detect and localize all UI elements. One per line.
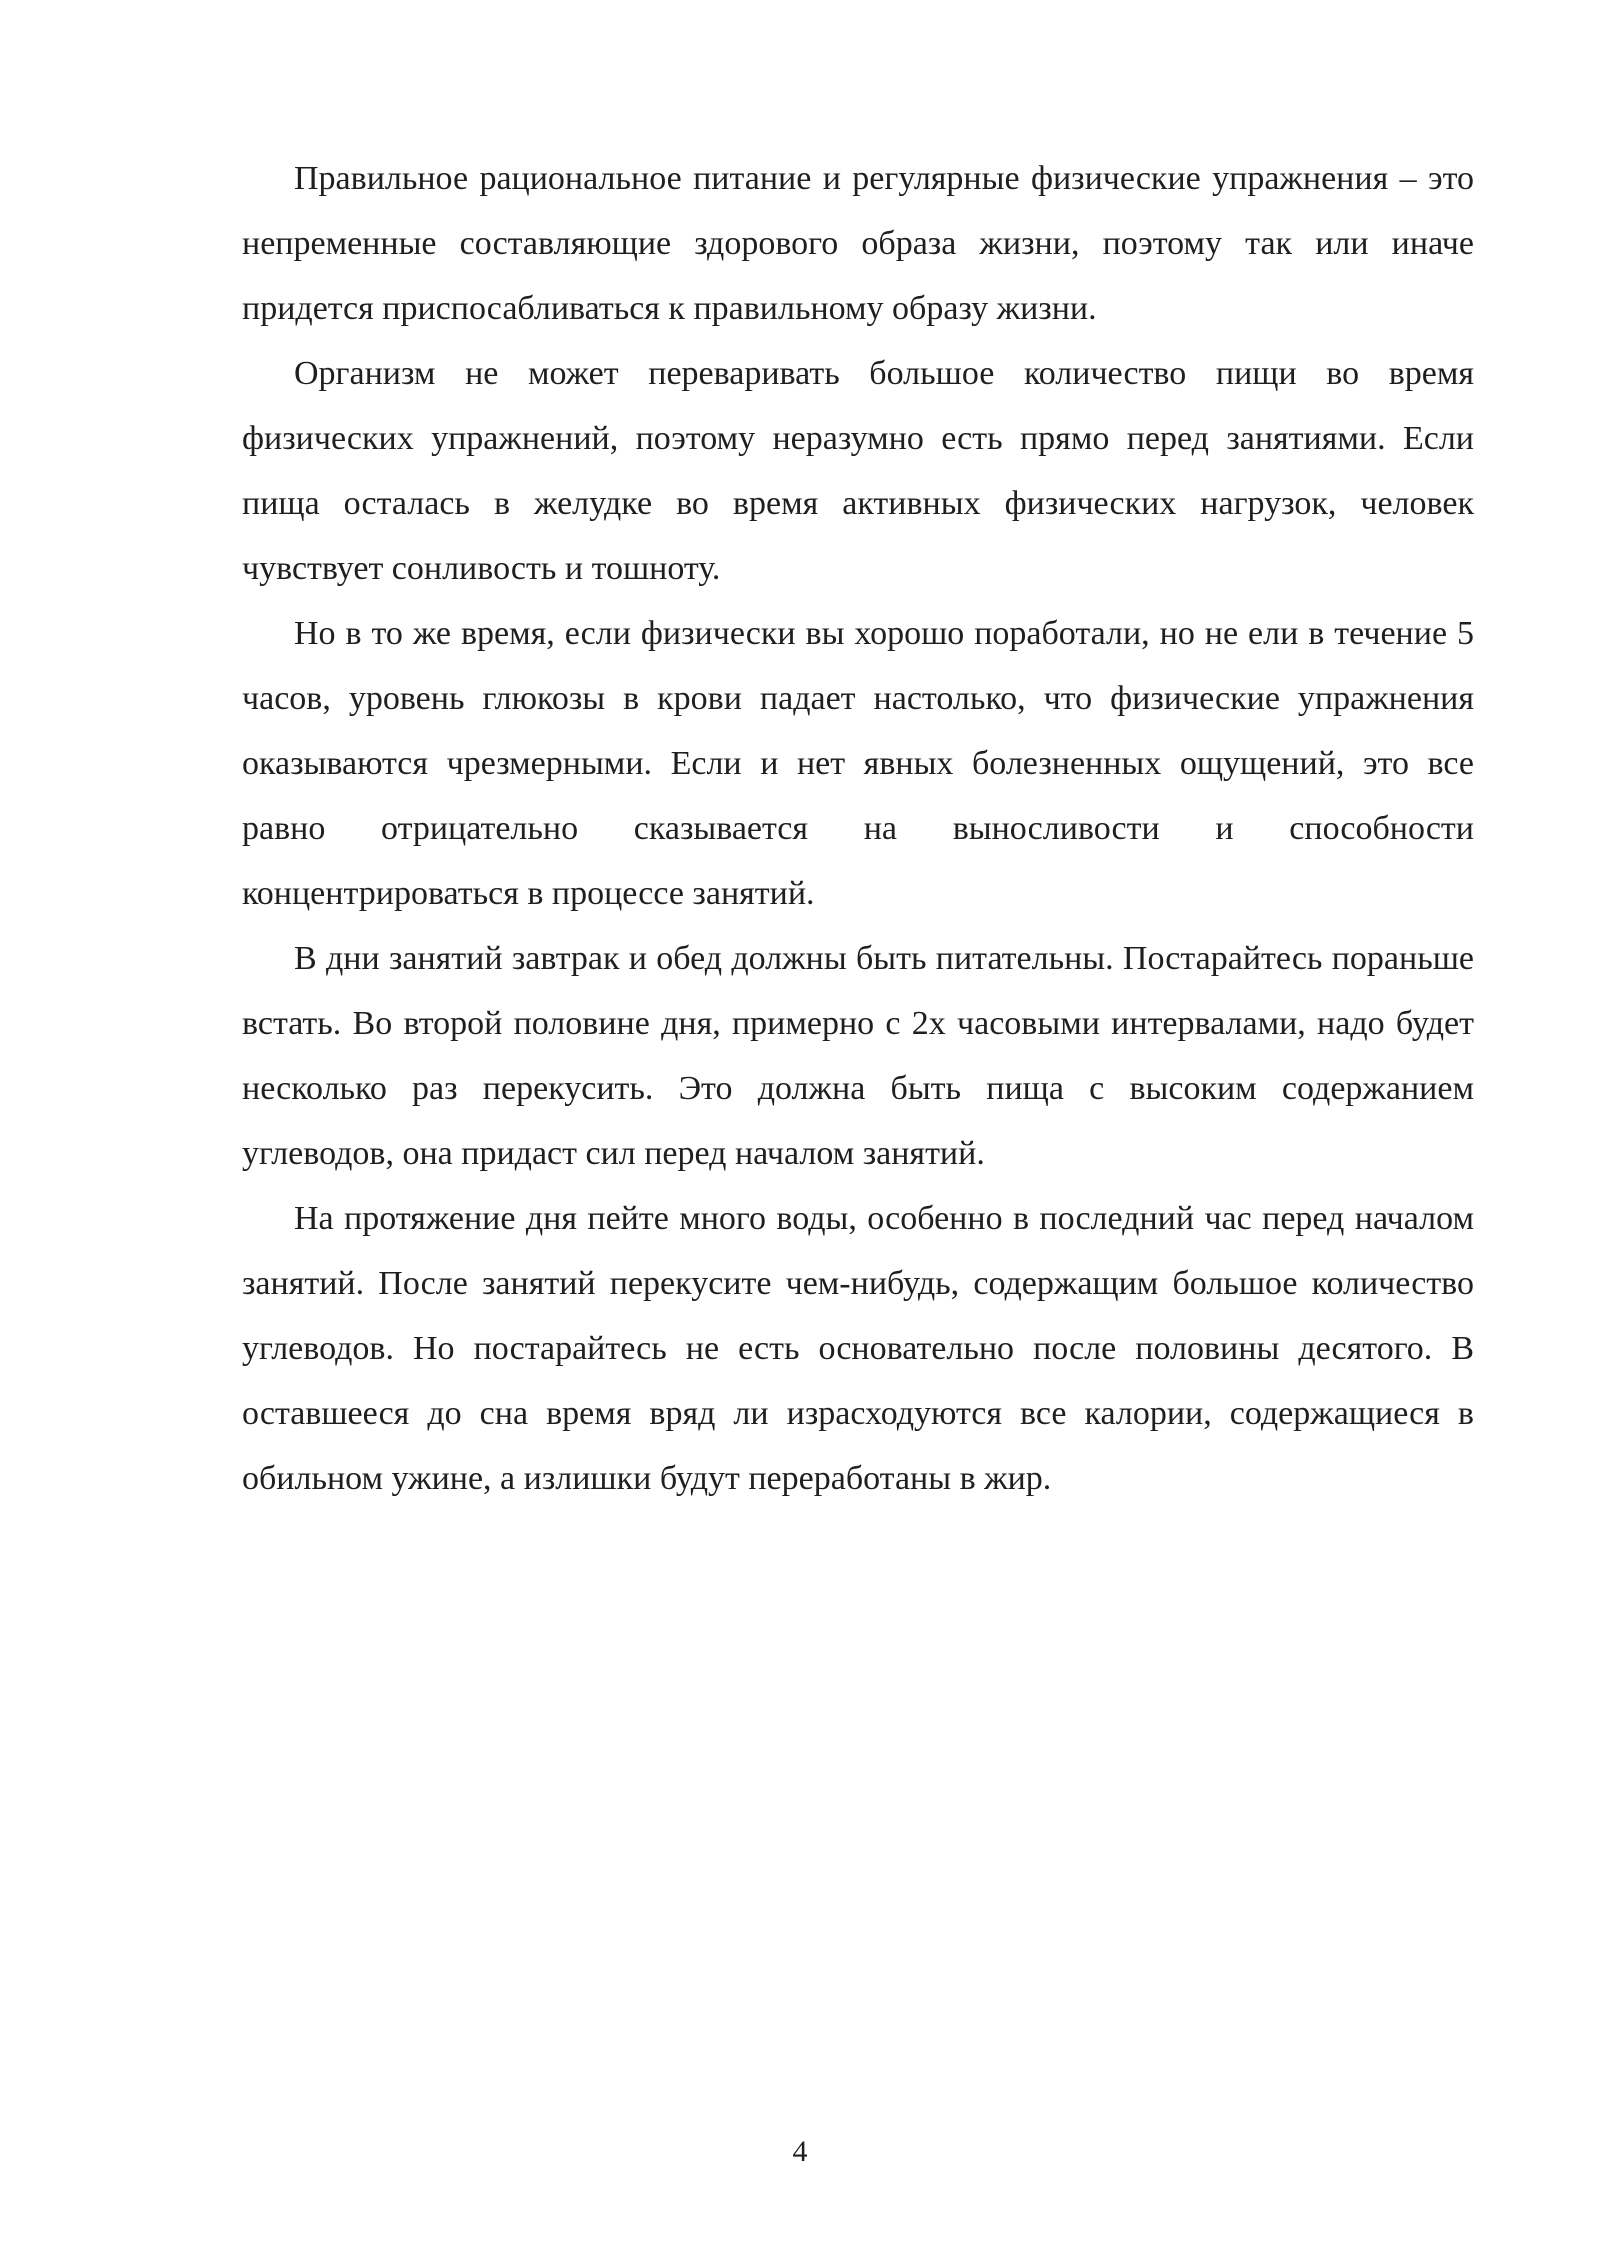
paragraph-3: Но в то же время, если физически вы хорошо поработали, но не ели в течение 5 часов, уровень глюкозы в крови падает настолько, что физические упражнения оказываются чрезмерными. Если и нет явных болезненных ощущений, это все равно отрицательно сказывается на выносливости и способности концентрироваться в процессе занятий. (242, 615, 1474, 912)
page-number: 4 (792, 2135, 808, 2168)
paragraph-2: Организм не может переваривать большое количество пищи во время физических упражнений, поэтому неразумно есть прямо перед занятиями. Если пища осталась в желудке во время активных физических нагрузок, человек чувствует сонливость и тошноту. (242, 355, 1474, 587)
paragraph-5: На протяжение дня пейте много воды, особенно в последний час перед началом занятий. После занятий перекусите чем-нибудь, содержащим большое количество углеводов. Но постарайтесь не есть основательно после половины десятого. В оставшееся до сна время вряд ли израсходуются все калории, содержащиеся в обильном ужине, а излишки будут переработаны в жир. (242, 1200, 1474, 1497)
paragraph-4: В дни занятий завтрак и обед должны быть питательны. Постарайтесь пораньше встать. Во второй половине дня, примерно с 2х часовыми интервалами, надо будет несколько раз перекусить. Это должна быть пища с высоким содержанием углеводов, она придаст сил перед началом занятий. (242, 940, 1474, 1172)
paragraph-1: Правильное рациональное питание и регулярные физические упражнения – это непременные составляющие здорового образа жизни, поэтому так или иначе придется приспосабливаться к правильному образу жизни. (242, 160, 1474, 327)
document-body (242, 146, 1474, 1511)
